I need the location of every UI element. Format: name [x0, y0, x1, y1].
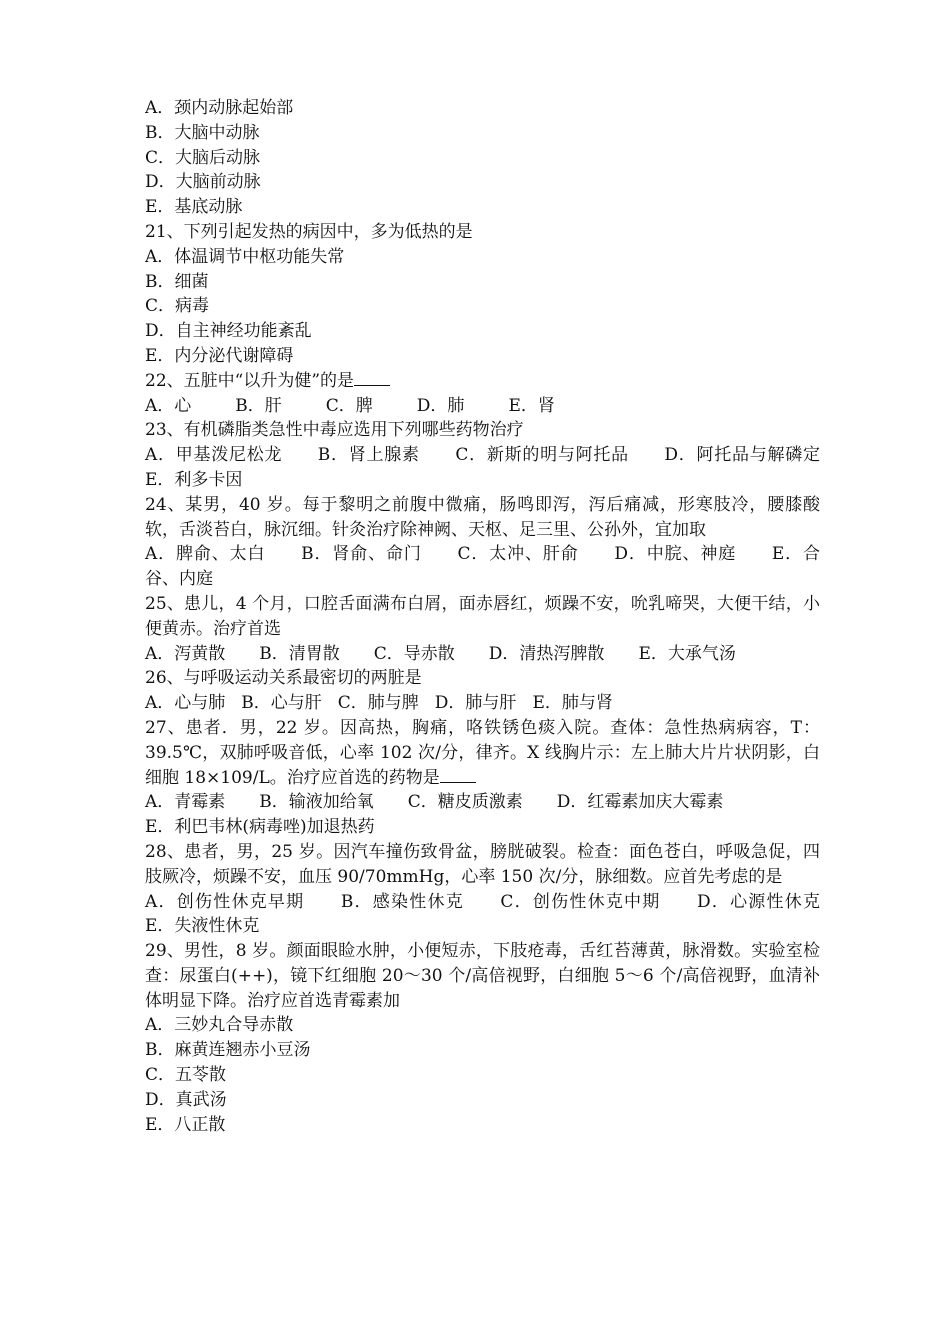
- text-line: [145, 96, 820, 121]
- text-line: [145, 493, 820, 543]
- text-content: E．基底动脉: [145, 197, 243, 218]
- option-item: B．心与肝: [241, 693, 322, 714]
- option-item: D．清热泻脾散: [488, 643, 605, 664]
- text-content: B．麻黄连翘赤小豆汤: [145, 1040, 311, 1061]
- text-content: C．五苓散: [145, 1065, 227, 1086]
- text-line: [145, 1038, 820, 1063]
- options-row: [145, 790, 820, 815]
- text-line: [145, 294, 820, 319]
- option-item: B．输液加给氧: [259, 792, 374, 813]
- options-row: [145, 642, 820, 667]
- text-line: [145, 1063, 820, 1088]
- answer-blank: [440, 767, 476, 783]
- option-item: C．脾: [325, 395, 373, 416]
- option-item: D．红霉素加庆大霉素: [556, 792, 724, 813]
- option-item: A．心与肺: [145, 693, 226, 714]
- text-content: D．真武汤: [145, 1089, 227, 1110]
- text-line: [145, 890, 854, 940]
- text-line: [145, 344, 820, 369]
- text-content: A．脾俞、太白 B．肾俞、命门 C．太冲、肝俞 D．中脘、神庭 E．合谷、内庭: [145, 544, 820, 590]
- text-content: 27、患者．男，22 岁。因高热，胸痛，咯铁锈色痰入院。查体：急性热病病容，T：39.5℃，双肺呼吸音低，心率 102 次/分，律齐。X 线胸片示：左上肺大片片状阴影，白细胞 18×109/L。治疗应首选的药物是: [145, 717, 820, 788]
- question-text: [145, 666, 820, 691]
- text-content: 23、有机磷脂类急性中毒应选用下列哪些药物治疗: [145, 420, 524, 441]
- text-content: A．甲基泼尼松龙 B．肾上腺素 C．新斯的明与阿托品 D．阿托品与解磷定 E．利多卡因: [145, 445, 854, 490]
- text-line: [145, 542, 820, 592]
- text-line: [145, 716, 820, 790]
- options-row: [145, 691, 820, 716]
- text-content: 25、患儿，4 个月，口腔舌面满布白屑，面赤唇红，烦躁不安，吮乳啼哭，大便干结，小便黄赤。治疗首选: [145, 593, 820, 639]
- option-item: C．导赤散: [373, 643, 455, 664]
- text-content: A．体温调节中枢功能失常: [145, 246, 345, 267]
- text-content: 28、患者，男，25 岁。因汽车撞伤致骨盆，膀胱破裂。检查：面色苍白，呼吸急促，四肢厥冷，烦躁不安，血压 90/70mmHg，心率 150 次/分，脉细数。应首先考虑的是: [145, 841, 820, 887]
- text-content: A．颈内动脉起始部: [145, 98, 294, 118]
- text-line: [145, 1013, 820, 1038]
- text-line: [145, 270, 820, 295]
- text-line: [145, 170, 820, 195]
- text-line: [145, 815, 820, 840]
- option-item: B．肝: [235, 395, 282, 416]
- text-content: A．创伤性休克早期 B．感染性休克 C．创伤性休克中期 D．心源性休克 E．失液性休克: [145, 891, 854, 937]
- option-item: C．肺与脾: [337, 693, 419, 714]
- text-line: [145, 195, 820, 220]
- option-item: A．泻黄散: [145, 643, 226, 664]
- document-page: [145, 96, 854, 1137]
- text-line: [145, 245, 820, 270]
- text-content: 26、与呼吸运动关系最密切的两脏是: [145, 668, 422, 689]
- text-line: [145, 939, 820, 1013]
- option-item: E．肾: [508, 395, 555, 416]
- text-line: [145, 146, 820, 171]
- option-item: D．肺: [416, 395, 465, 416]
- option-item: E．大承气汤: [638, 643, 736, 664]
- option-item: C．糖皮质激素: [407, 792, 523, 813]
- question-text: [145, 418, 820, 443]
- text-content: E．内分泌代谢障碍: [145, 345, 294, 366]
- text-content: C．病毒: [145, 296, 210, 317]
- text-content: 24、某男，40 岁。每于黎明之前腹中微痛，肠鸣即泻，泻后痛减，形寒肢冷，腰膝酸软，舌淡苔白，脉沉细。针灸治疗除神阙、天枢、足三里、公孙外，宜加取: [145, 494, 820, 540]
- question-text: [145, 220, 820, 245]
- text-content: E．八正散: [145, 1114, 226, 1135]
- text-content: B．细菌: [145, 271, 209, 292]
- text-content: B．大脑中动脉: [145, 122, 260, 143]
- text-content: 21、下列引起发热的病因中，多为低热的是: [145, 221, 473, 242]
- text-content: 22、五脏中“以升为健”的是: [145, 370, 355, 391]
- option-item: E．肺与肾: [532, 693, 613, 714]
- text-line: [145, 1113, 820, 1138]
- text-line: [145, 840, 820, 890]
- text-content: D．大脑前动脉: [145, 172, 261, 193]
- option-item: A．青霉素: [145, 792, 226, 813]
- text-line: [145, 443, 854, 493]
- question-text: [145, 369, 820, 394]
- answer-blank: [354, 370, 390, 386]
- text-content: E．利巴韦林(病毒唑)加退热药: [145, 817, 375, 838]
- text-content: D．自主神经功能紊乱: [145, 321, 312, 342]
- text-line: [145, 1088, 820, 1113]
- text-line: [145, 592, 820, 642]
- text-content: C．大脑后动脉: [145, 147, 261, 168]
- options-row: [145, 394, 820, 419]
- option-item: D．肺与肝: [434, 693, 517, 714]
- text-line: [145, 121, 820, 146]
- text-content: 29、男性，8 岁。颜面眼睑水肿，小便短赤，下肢疮毒，舌红苔薄黄，脉滑数。实验室检查：尿蛋白(++)，镜下红细胞 20～30 个/高倍视野，白细胞 5～6 个/高倍视野，血清补体明显下降。治疗应首选青霉素加: [145, 941, 820, 1011]
- option-item: A．心: [145, 395, 192, 416]
- option-item: B．清胃散: [259, 643, 340, 664]
- text-line: [145, 319, 820, 344]
- text-content: A．三妙丸合导赤散: [145, 1015, 294, 1036]
